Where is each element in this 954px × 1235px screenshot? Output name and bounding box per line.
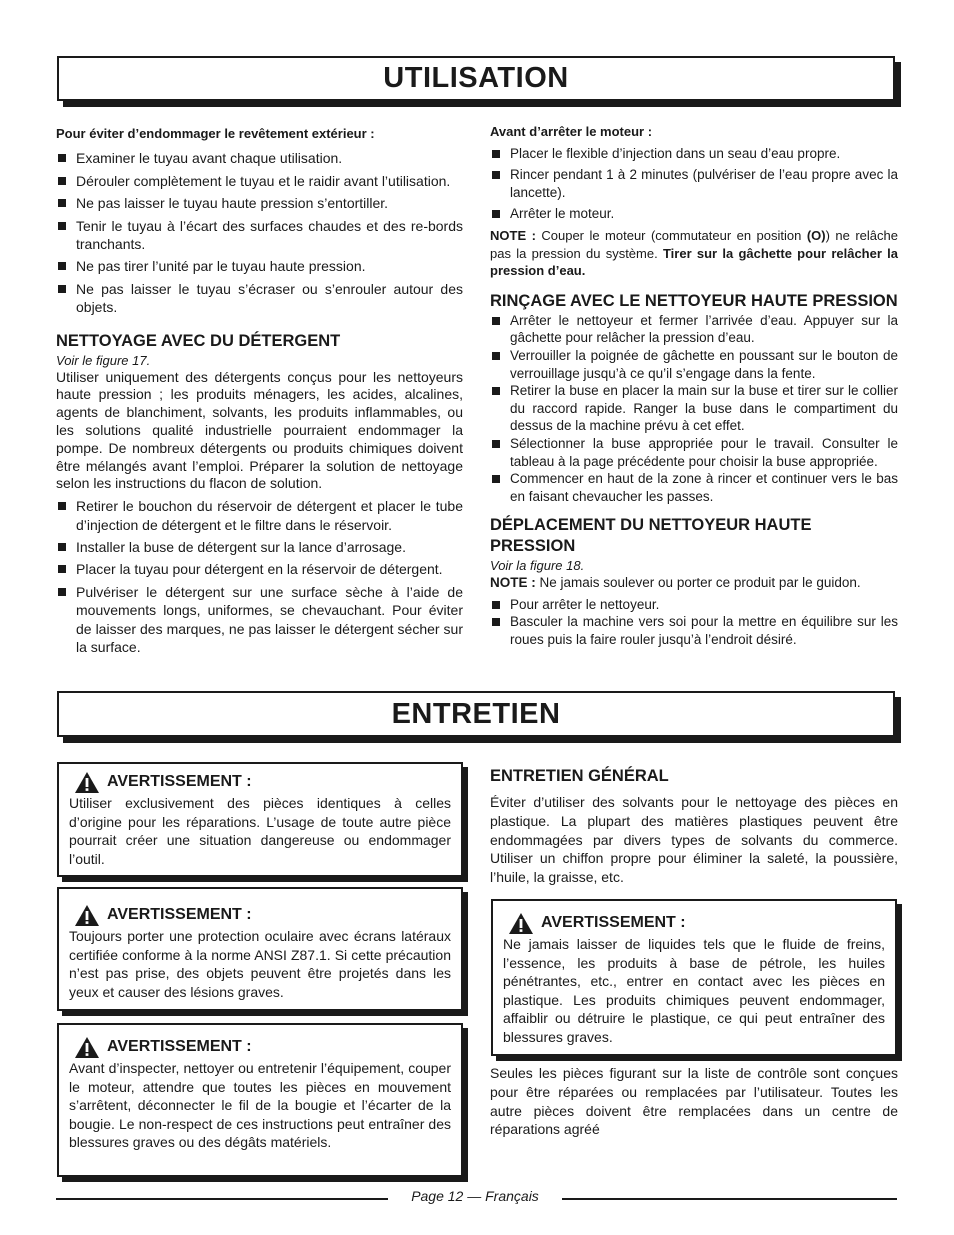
entretien-banner [57, 691, 895, 737]
warning-label: AVERTISSEMENT : [107, 1038, 252, 1056]
closing-paragraph: Seules les pièces figurant sur la liste de contrôle sont conçues pour être réparées ou remplacées par l’utilisateur. Toutes les autre pièces doivent être remplacées dans un centre de réparations agréé [490, 1065, 898, 1138]
note-label: NOTE : [490, 575, 536, 591]
list-item: Retirer la buse en placer la main sur la buse et tirer sur le collier du raccord rapide. Ranger la buse dans le compartiment du dessus de la machine prévu à cet effet. [490, 382, 898, 435]
closing-paragraph-block [490, 1064, 898, 1139]
warning-text: Avant d’inspecter, nettoyer ou entretenir l’équipement, couper le moteur, attendre que toutes les pièces en mouvement s’arrêtent, déconnecter le fil de la bougie et l’écarter de la bougie. Le non-respect de ces instructions peut entraîner des blessures graves ou des dégâts matériels. [69, 1060, 451, 1151]
rinse-list [490, 312, 898, 506]
page-footer: Page 12 — Français [411, 1188, 539, 1204]
detergent-body: Utiliser uniquement des détergents conçus pour les nettoyeurs haute pression ; les produits ménagers, les acides, alcalines, agents de blanchiment, solvants, les produits inflammables, ou les solutions qualité industrielle pourraient endommager la pompe. De nombreux détergents ou produits chimiques doivent être mélangés avant l’emploi. Préparer la solution de nettoyage selon les instructions du flacon de solution. [56, 368, 463, 492]
general-body: Éviter d’utiliser des solvants pour le nettoyage des pièces en plastique. La plupart des matières plastiques peuvent être endommagées par divers types de solvants du commerce. Utiliser un chiffon propre pour éliminer la saleté, la poussière, l’huile, la graisse, etc. [490, 794, 898, 886]
utilisation-banner [57, 56, 895, 101]
exterior-intro: Pour éviter d’endommager le revêtement extérieur : [56, 126, 375, 141]
move-figure-ref: Voir la figure 18. [490, 558, 585, 574]
warning-triangle-icon [75, 905, 99, 926]
note-label: NOTE : [490, 227, 536, 243]
warning-header [69, 772, 451, 793]
warning-header [503, 913, 885, 934]
warning-label: AVERTISSEMENT : [541, 914, 686, 932]
warning-box [491, 899, 897, 1056]
warning-triangle-icon [75, 1037, 99, 1058]
warning-box [57, 887, 463, 1011]
list-item: Ne pas laisser le tuyau s’écraser ou s’enrouler autour des objets. [56, 280, 463, 317]
list-item: Pulvériser le détergent sur une surface sèche à l’aide de mouvements longs, uniformes, se chevauchant. Pour éviter de laisser des marques, ne pas laisser le détergent sécher sur la surface. [56, 583, 463, 657]
note-position: (O) [806, 227, 826, 243]
list-item: Tenir le tuyau à l’écart des surfaces chaudes et des re-bords tranchants. [56, 217, 463, 254]
rinse-heading: RINÇAGE AVEC LE NETTOYEUR HAUTE PRESSION [490, 291, 898, 310]
pressure-note [490, 227, 898, 280]
list-item: Examiner le tuyau avant chaque utilisation. [56, 149, 463, 167]
detergent-figure-ref: Voir le figure 17. [56, 352, 151, 368]
list-item: Commencer en haut de la zone à rincer et continuer vers le bas en faisant chevaucher les passes. [490, 470, 898, 505]
detergent-list [56, 497, 463, 656]
detergent-heading: NETTOYAGE AVEC DU DÉTERGENT [56, 331, 341, 350]
warning-text: Ne jamais laisser de liquides tels que le fluide de freins, l’essence, les produits à base de pétrole, les huiles pénétrantes, etc., entrer en contact avec les pièces en plastique. Les produits chimiques peuvent endommager, affaiblir ou détruire le plastique, ce qui peut entraîner des blessures graves. [503, 936, 885, 1045]
list-item: Retirer le bouchon du réservoir de détergent et placer le tube d’injection de détergent et le filtre dans le réservoir. [56, 497, 463, 534]
stop-engine-intro: Avant d’arrêter le moteur : [490, 124, 653, 139]
utilisation-right-column [490, 123, 898, 649]
warning-header [69, 905, 451, 926]
list-item: Dérouler complètement le tuyau et le raidir avant l’utilisation. [56, 172, 463, 190]
footer-rule-left [56, 1198, 388, 1200]
utilisation-left-column [56, 125, 463, 660]
warning-triangle-icon [509, 913, 533, 934]
entretien-title: ENTRETIEN [391, 698, 561, 730]
move-list [490, 596, 898, 649]
warning-triangle-icon [75, 772, 99, 793]
general-heading: ENTRETIEN GÉNÉRAL [490, 767, 669, 785]
list-item: Verrouiller la poignée de gâchette en poussant sur le bouton de verrouillage jusqu’à ce qu’il s’engage dans la fente. [490, 347, 898, 382]
warning-box [57, 762, 463, 877]
utilisation-title: UTILISATION [383, 62, 569, 94]
list-item: Ne pas laisser le tuyau haute pression s’entortiller. [56, 194, 463, 212]
warning-label: AVERTISSEMENT : [107, 773, 252, 791]
entretien-right-column [490, 766, 898, 887]
list-item: Pour arrêter le nettoyeur. [490, 596, 898, 614]
list-item: Rincer pendant 1 à 2 minutes (pulvériser de l’eau propre avec la lancette). [490, 166, 898, 201]
stop-engine-list [490, 145, 898, 223]
warning-label: AVERTISSEMENT : [107, 906, 252, 924]
warning-text: Utiliser exclusivement des pièces identiques à celles d’origine pour les réparations. L’usage de toute autre pièce pourrait créer une situation dangereuse ou endommager l’outil. [69, 795, 451, 867]
list-item: Ne pas tirer l’unité par le tuyau haute pression. [56, 257, 463, 275]
list-item: Placer le flexible d’injection dans un seau d’eau propre. [490, 145, 898, 163]
move-heading: DÉPLACEMENT DU NETTOYEUR HAUTE PRESSION [490, 516, 812, 556]
list-item: Basculer la machine vers soi pour la mettre en équilibre sur les roues puis la faire rouler jusqu’à l’endroit désiré. [490, 613, 898, 648]
list-item: Arrêter le nettoyeur et fermer l’arrivée d’eau. Appuyer sur la gâchette pour relâcher la pression d’eau. [490, 312, 898, 347]
list-item: Placer la tuyau pour détergent en la réservoir de détergent. [56, 560, 463, 578]
note-text: Ne jamais soulever ou porter ce produit par le guidon. [535, 575, 861, 591]
list-item: Sélectionner la buse appropriée pour le travail. Consulter le tableau à la page précédente pour choisir la buse appropriée. [490, 435, 898, 470]
warning-text: Toujours porter une protection oculaire avec écrans latéraux certifiée conforme à la norme ANSI Z87.1. Si cette précaution n’est pas prise, des objets peuvent être projetés dans les yeux et causer des lésions graves. [69, 928, 451, 1000]
exterior-list [56, 149, 463, 316]
note-text: ) ne relâche pas la pression du système. [490, 227, 898, 261]
note-emphasis: Tirer sur la gâchette pour relâcher la pression d’eau. [490, 245, 899, 279]
warning-box [57, 1023, 463, 1177]
list-item: Arrêter le moteur. [490, 205, 898, 223]
note-text: Couper le moteur (commutateur en position [535, 227, 807, 243]
move-note [490, 574, 898, 592]
warning-header [69, 1037, 451, 1058]
footer-rule-right [562, 1198, 897, 1200]
list-item: Installer la buse de détergent sur la lance d’arrosage. [56, 538, 463, 556]
